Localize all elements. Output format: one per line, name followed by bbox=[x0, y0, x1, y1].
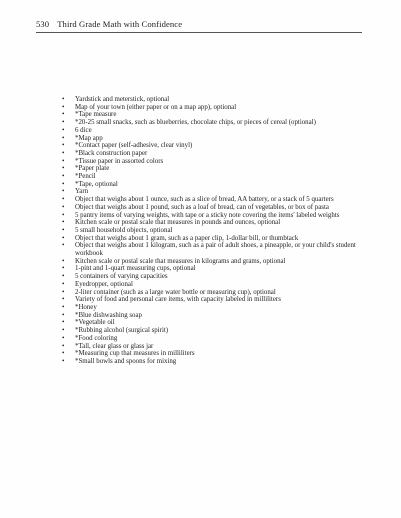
list-item-text: Eyedropper, optional bbox=[75, 280, 133, 288]
list-item bbox=[62, 289, 370, 297]
bullet-icon: • bbox=[62, 119, 65, 127]
bullet-icon: • bbox=[62, 280, 65, 288]
list-item-text: *Small bowls and spoons for mixing bbox=[75, 357, 177, 365]
bullet-icon: • bbox=[62, 219, 65, 227]
list-item-text: *Pencil bbox=[75, 173, 96, 181]
bullet-icon: • bbox=[62, 303, 65, 311]
bullet-icon: • bbox=[62, 196, 65, 204]
list-item bbox=[62, 296, 370, 304]
list-item-text: *Tape measure bbox=[75, 111, 117, 119]
bullet-icon: • bbox=[62, 242, 65, 250]
bullet-icon: • bbox=[62, 188, 65, 196]
bullet-icon: • bbox=[62, 273, 65, 281]
bullet-icon: • bbox=[62, 234, 65, 242]
list-item-text: *Rubbing alcohol (surgical spirit) bbox=[75, 327, 169, 335]
list-item-text: Kitchen scale or postal scale that measures in pounds and ounces, optional bbox=[75, 219, 281, 227]
list-item bbox=[62, 242, 370, 257]
header-rule bbox=[36, 32, 362, 33]
list-item bbox=[62, 350, 370, 358]
list-item bbox=[62, 319, 370, 327]
list-item-text: *Blue dishwashing soap bbox=[75, 311, 142, 319]
list-item bbox=[62, 196, 370, 204]
list-item bbox=[62, 96, 370, 104]
running-header bbox=[36, 19, 182, 29]
bullet-icon: • bbox=[62, 296, 65, 304]
list-item bbox=[62, 327, 370, 335]
list-item-text: *Tissue paper in assorted colors bbox=[75, 157, 164, 165]
list-item-text: 6 dice bbox=[75, 126, 92, 134]
bullet-icon: • bbox=[62, 126, 65, 134]
bullet-icon: • bbox=[62, 342, 65, 350]
list-item-text: 1-pint and 1-quart measuring cups, optional bbox=[75, 265, 196, 273]
bullet-icon: • bbox=[62, 350, 65, 358]
bullet-icon: • bbox=[62, 334, 65, 342]
list-item-text: *Map app bbox=[75, 134, 103, 142]
bullet-icon: • bbox=[62, 226, 65, 234]
list-item bbox=[62, 104, 370, 112]
list-item bbox=[62, 173, 370, 181]
list-item bbox=[62, 188, 370, 196]
bullet-icon: • bbox=[62, 311, 65, 319]
bullet-icon: • bbox=[62, 142, 65, 150]
list-item-text: *20-25 small snacks, such as blueberries, chocolate chips, or pieces of cereal (optional) bbox=[75, 119, 316, 127]
list-item bbox=[62, 111, 370, 119]
list-item bbox=[62, 119, 370, 127]
bullet-icon: • bbox=[62, 173, 65, 181]
list-item bbox=[62, 227, 370, 235]
list-item-text: *Tall, clear glass or glass jar bbox=[75, 342, 154, 350]
materials-list bbox=[62, 96, 370, 366]
bullet-icon: • bbox=[62, 288, 65, 296]
list-item-text: Object that weighs about 1 pound, such as a loaf of bread, can of vegetables, or box of pasta bbox=[75, 203, 329, 211]
list-item bbox=[62, 181, 370, 189]
book-title: Third Grade Math with Confidence bbox=[57, 19, 183, 29]
bullet-icon: • bbox=[62, 134, 65, 142]
list-item bbox=[62, 165, 370, 173]
list-item bbox=[62, 358, 370, 366]
bullet-icon: • bbox=[62, 211, 65, 219]
list-item-text: *Tape, optional bbox=[75, 180, 118, 188]
list-item-text: 2-liter container (such as a large water bottle or measuring cup), optional bbox=[75, 288, 276, 296]
list-item bbox=[62, 135, 370, 143]
list-item-text: Yarn bbox=[75, 188, 89, 196]
bullet-icon: • bbox=[62, 327, 65, 335]
list-item bbox=[62, 343, 370, 351]
bullet-icon: • bbox=[62, 357, 65, 365]
list-item-text: Object that weighs about 1 kilogram, such as a pair of adult shoes, a pineapple, or your child's student workbook bbox=[75, 242, 356, 258]
bullet-icon: • bbox=[62, 111, 65, 119]
list-item bbox=[62, 312, 370, 320]
list-item bbox=[62, 158, 370, 166]
list-item-text: *Contact paper (self-adhesive, clear vinyl) bbox=[75, 142, 193, 150]
list-item bbox=[62, 142, 370, 150]
bullet-icon: • bbox=[62, 265, 65, 273]
list-item bbox=[62, 335, 370, 343]
list-item-text: 5 containers of varying capacities bbox=[75, 273, 168, 281]
list-item bbox=[62, 235, 370, 243]
list-item-text: *Paper plate bbox=[75, 165, 110, 173]
bullet-icon: • bbox=[62, 157, 65, 165]
list-item-text: Object that weighs about 1 ounce, such as a slice of bread, AA battery, or a stack of 5 quarters bbox=[75, 196, 334, 204]
list-item-text: Object that weighs about 1 gram, such as a paper clip, 1-dollar bill, or thumbtack bbox=[75, 234, 299, 242]
list-item bbox=[62, 219, 370, 227]
list-item-text: Kitchen scale or postal scale that measures in kilograms and grams, optional bbox=[75, 257, 286, 265]
bullet-icon: • bbox=[62, 203, 65, 211]
list-item-text: *Vegetable oil bbox=[75, 319, 115, 327]
bullet-icon: • bbox=[62, 103, 65, 111]
list-item-text: Variety of food and personal care items, with capacity labeled in milliliters bbox=[75, 296, 281, 304]
bullet-icon: • bbox=[62, 319, 65, 327]
page-number: 530 bbox=[36, 19, 50, 29]
list-item-text: *Black construction paper bbox=[75, 149, 148, 157]
list-item bbox=[62, 281, 370, 289]
list-item-text: 5 small household objects, optional bbox=[75, 226, 173, 234]
bullet-icon: • bbox=[62, 257, 65, 265]
list-item-text: *Food coloring bbox=[75, 334, 118, 342]
list-item-text: *Honey bbox=[75, 303, 97, 311]
list-item bbox=[62, 273, 370, 281]
list-item bbox=[62, 204, 370, 212]
list-item bbox=[62, 212, 370, 220]
list-item-text: 5 pantry items of varying weights, with tape or a sticky note covering the items' labeled weights bbox=[75, 211, 340, 219]
bullet-icon: • bbox=[62, 96, 65, 103]
list-item-text: Yardstick and meterstick, optional bbox=[75, 96, 170, 103]
bullet-icon: • bbox=[62, 165, 65, 173]
list-item bbox=[62, 304, 370, 312]
list-item bbox=[62, 258, 370, 266]
list-item-text: Map of your town (either paper or on a map app), optional bbox=[75, 103, 237, 111]
list-item bbox=[62, 265, 370, 273]
list-item bbox=[62, 150, 370, 158]
bullet-icon: • bbox=[62, 180, 65, 188]
bullet-icon: • bbox=[62, 149, 65, 157]
list-item bbox=[62, 127, 370, 135]
list-item-text: *Measuring cup that measures in milliliters bbox=[75, 350, 195, 358]
